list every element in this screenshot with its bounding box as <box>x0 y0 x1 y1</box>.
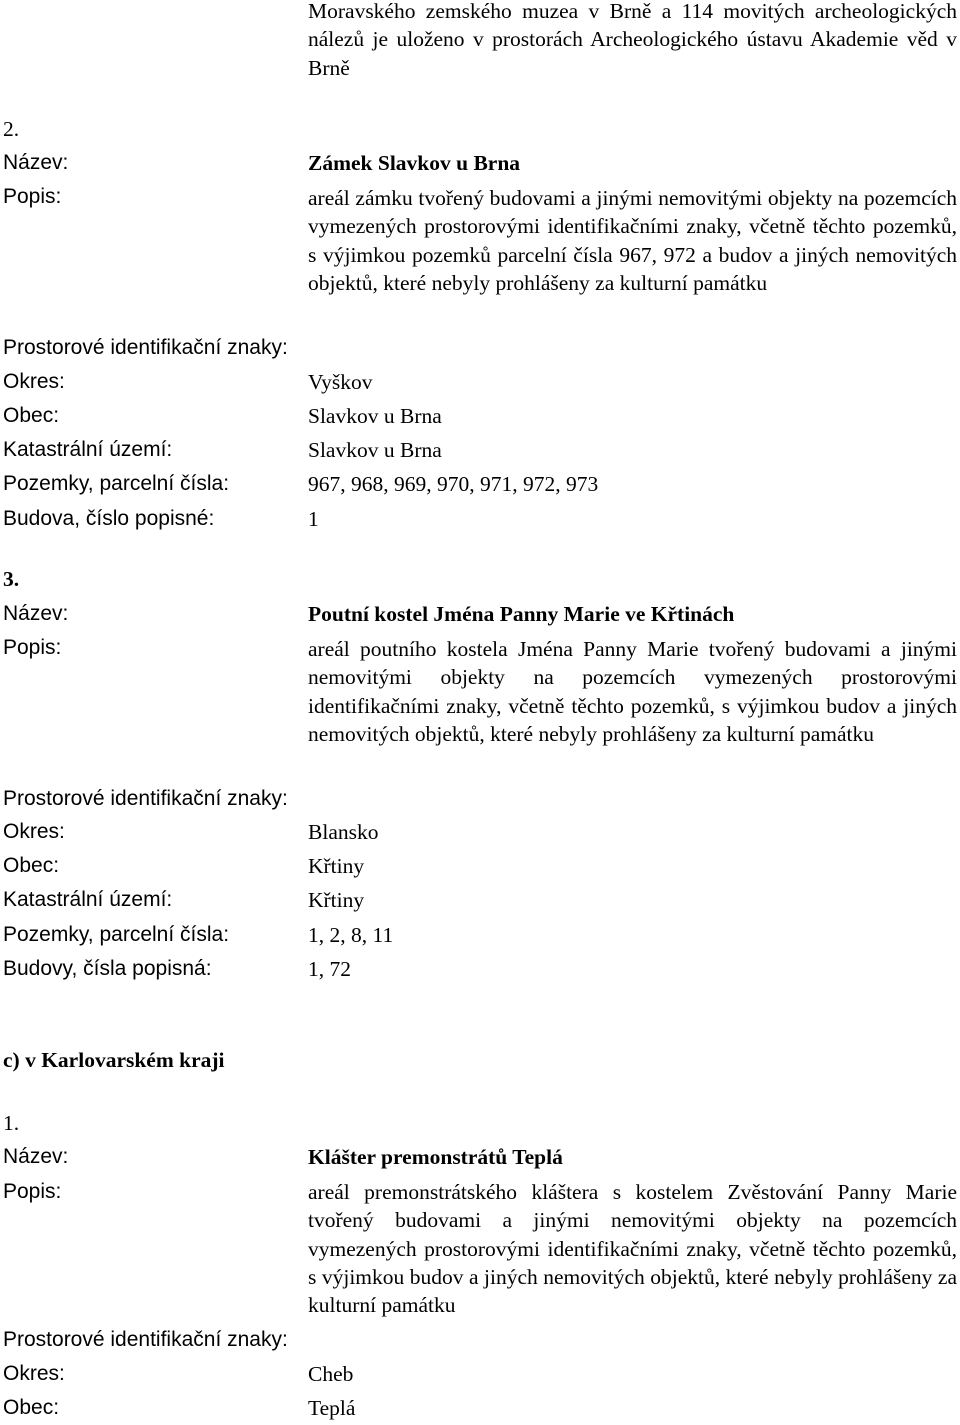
intro-paragraph: Moravského zemského muzea v Brně a 114 movitých archeologických nálezů je uloženo v prostorách Archeologického ústavu Akademie věd v Brně <box>308 0 957 80</box>
nazev-value: Klášter premonstrátů Teplá <box>308 1145 563 1169</box>
popis-value: areál zámku tvořený budovami a jinými nemovitými objekty na pozemcích vymezených prostorovými identifikačními znaky, včetně těchto pozemků, s výjimkou pozemků parcelní čísla 967, 972 a budov a jiných nemovitých objektů, které nebyly prohlášeny za kulturní památku <box>308 186 957 295</box>
popis-label: Popis: <box>3 185 62 208</box>
katastralni-uzemi-value: Slavkov u Brna <box>308 438 442 462</box>
katastralni-uzemi-label: Katastrální území: <box>3 888 173 911</box>
okres-value: Blansko <box>308 820 379 844</box>
pozemky-value: 1, 2, 8, 11 <box>308 923 394 947</box>
nazev-label: Název: <box>3 151 69 174</box>
item-number: 3. <box>3 567 20 591</box>
nazev-label: Název: <box>3 1145 69 1168</box>
prostorove-label: Prostorové identifikační znaky: <box>3 336 288 359</box>
budovy-value: 1, 72 <box>308 957 351 981</box>
obec-label: Obec: <box>3 404 60 427</box>
katastralni-uzemi-label: Katastrální území: <box>3 438 173 461</box>
obec-label: Obec: <box>3 1396 60 1419</box>
nazev-value: Poutní kostel Jména Panny Marie ve Křtinách <box>308 602 735 626</box>
nazev-label: Název: <box>3 602 69 625</box>
item-number: 2. <box>3 117 20 141</box>
okres-label: Okres: <box>3 820 65 843</box>
budova-value: 1 <box>308 507 319 531</box>
prostorove-label: Prostorové identifikační znaky: <box>3 1328 288 1351</box>
okres-value: Cheb <box>308 1362 354 1386</box>
budova-label: Budova, číslo popisné: <box>3 507 215 530</box>
obec-value: Křtiny <box>308 854 365 878</box>
popis-label: Popis: <box>3 1180 62 1203</box>
pozemky-value: 967, 968, 969, 970, 971, 972, 973 <box>308 472 599 496</box>
obec-label: Obec: <box>3 854 60 877</box>
section-heading: c) v Karlovarském kraji <box>3 1048 225 1072</box>
katastralni-uzemi-value: Křtiny <box>308 888 365 912</box>
okres-label: Okres: <box>3 1362 65 1385</box>
prostorove-label: Prostorové identifikační znaky: <box>3 787 288 810</box>
obec-value: Teplá <box>308 1396 356 1420</box>
popis-value: areál premonstrátského kláštera s kostelem Zvěstování Panny Marie tvořený budovami a jinými nemovitými objekty na pozemcích vymezených prostorovými identifikačními znaky, včetně těchto pozemků, s výjimkou budov a jiných nemovitých objektů, které nebyly prohlášeny za kulturní památku <box>308 1180 957 1318</box>
okres-label: Okres: <box>3 370 65 393</box>
budovy-label: Budovy, čísla popisná: <box>3 957 212 980</box>
item-number: 1. <box>3 1111 20 1135</box>
popis-label: Popis: <box>3 636 62 659</box>
nazev-value: Zámek Slavkov u Brna <box>308 151 521 175</box>
pozemky-label: Pozemky, parcelní čísla: <box>3 472 230 495</box>
pozemky-label: Pozemky, parcelní čísla: <box>3 923 230 946</box>
obec-value: Slavkov u Brna <box>308 404 442 428</box>
popis-value: areál poutního kostela Jména Panny Marie tvořený budovami a jinými nemovitými objekty na pozemcích vymezených prostorovými identifikačními znaky, včetně těchto pozemků, s výjimkou budov a jiných nemovitých objektů, které nebyly prohlášeny za kulturní památku <box>308 637 957 746</box>
okres-value: Vyškov <box>308 370 373 394</box>
